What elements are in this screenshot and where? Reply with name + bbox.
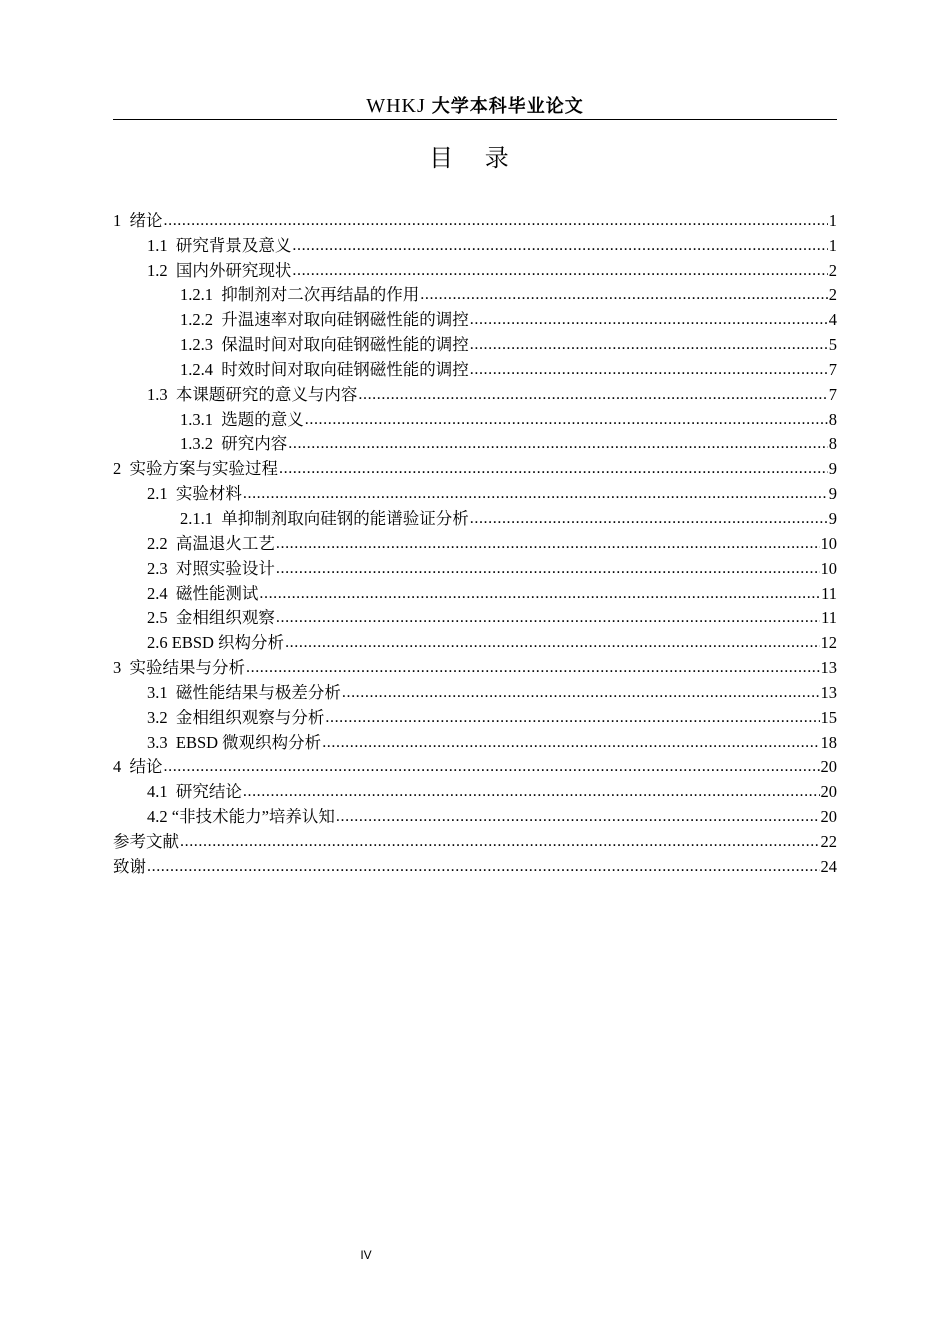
toc-entry[interactable] [113,256,837,281]
toc-entry[interactable] [113,802,837,827]
toc-entry-page-number: 13 [820,658,837,678]
toc-entry[interactable] [113,281,837,306]
toc-entry-page-number: 7 [828,359,837,379]
toc-entry[interactable] [113,653,837,678]
toc-entry[interactable] [113,554,837,579]
toc-entry[interactable] [113,678,837,703]
toc-entry-page-number: 2 [828,285,837,305]
dot-leader [305,410,828,430]
toc-entry-label: 1.2 国内外研究现状 [147,260,292,280]
toc-entry-label: 致谢 [113,856,146,876]
dot-leader [288,434,828,454]
dot-leader [470,335,828,355]
toc-entry-label: 3.2 金相组织观察与分析 [147,707,325,727]
toc-entry-page-number: 4 [828,310,837,330]
dot-leader [276,559,820,579]
toc-entry-page-number: 1 [828,210,837,230]
toc-entry-page-number: 7 [828,384,837,404]
dot-leader [292,261,827,281]
toc-entry-label: 1.3 本课题研究的意义与内容 [147,384,358,404]
toc-entry-label: 2.5 金相组织观察 [147,608,275,628]
toc-entry-page-number: 8 [828,434,837,454]
dot-leader [285,633,819,653]
toc-entry[interactable] [113,380,837,405]
dot-leader [276,608,820,628]
toc-entry-page-number: 9 [828,508,837,528]
toc-entry-label: 1 绪论 [113,210,163,230]
dot-leader [276,534,820,554]
toc-entry-label: 1.3.1 选题的意义 [180,409,304,429]
toc-entry-page-number: 24 [820,856,837,876]
toc-entry-page-number: 9 [828,484,837,504]
table-of-contents [113,206,837,877]
toc-entry-label: 3.1 磁性能结果与极差分析 [147,682,341,702]
toc-entry-label: 2.1.1 单抑制剂取向硅钢的能谱验证分析 [180,508,469,528]
toc-entry[interactable] [113,852,837,877]
toc-entry-label: 2 实验方案与实验过程 [113,459,278,479]
toc-entry-page-number: 1 [828,235,837,255]
toc-entry-label: 2.6 EBSD 织构分析 [147,633,285,653]
dot-leader [358,385,827,405]
dot-leader [243,484,828,504]
header-rule [113,119,837,120]
toc-entry-page-number: 18 [820,732,837,752]
dot-leader [470,310,828,330]
toc-entry[interactable] [113,305,837,330]
dot-leader [259,584,820,604]
toc-entry[interactable] [113,728,837,753]
dot-leader [470,509,828,529]
header-title: 大学本科毕业论文 [431,96,584,117]
toc-entry-label: 4.2 “非技术能力”培养认知 [147,807,335,827]
toc-entry-page-number: 10 [820,558,837,578]
dot-leader [279,459,828,479]
toc-entry-label: 3.3 EBSD 微观织构分析 [147,732,322,752]
dot-leader [325,708,819,728]
dot-leader [164,757,820,777]
toc-entry[interactable] [113,504,837,529]
toc-entry[interactable] [113,231,837,256]
dot-leader [243,782,820,802]
toc-entry-label: 1.2.2 升温速率对取向硅钢磁性能的调控 [180,310,469,330]
toc-entry[interactable] [113,529,837,554]
dot-leader [336,807,820,827]
toc-entry-page-number: 5 [828,335,837,355]
toc-entry-label: 1.1 研究背景及意义 [147,235,292,255]
toc-entry-label: 2.4 磁性能测试 [147,583,259,603]
toc-entry-label: 2.3 对照实验设计 [147,558,275,578]
toc-entry-page-number: 13 [820,682,837,702]
dot-leader [470,360,828,380]
toc-entry-label: 2.1 实验材料 [147,484,242,504]
page-footer [0,1248,732,1262]
dot-leader [180,832,820,852]
dot-leader [420,285,828,305]
toc-entry-label: 参考文献 [113,831,179,851]
dot-leader [246,658,820,678]
toc-entry-label: 1.2.1 抑制剂对二次再结晶的作用 [180,285,420,305]
toc-entry-page-number: 9 [828,459,837,479]
header-abbr: WHKJ [366,95,426,117]
dot-leader [342,683,820,703]
toc-entry[interactable] [113,579,837,604]
toc-entry[interactable] [113,753,837,778]
toc-entry-label: 4 结论 [113,757,163,777]
toc-entry[interactable] [113,628,837,653]
toc-title: 目 录 [429,144,521,172]
toc-entry[interactable] [113,355,837,380]
toc-entry[interactable] [113,330,837,355]
toc-entry-label: 1.2.3 保温时间对取向硅钢磁性能的调控 [180,335,469,355]
toc-entry[interactable] [113,206,837,231]
toc-entry-page-number: 20 [820,782,837,802]
toc-entry[interactable] [113,479,837,504]
toc-entry[interactable] [113,430,837,455]
toc-entry-page-number: 20 [820,757,837,777]
toc-entry-label: 1.2.4 时效时间对取向硅钢磁性能的调控 [180,359,469,379]
toc-entry-label: 4.1 研究结论 [147,782,242,802]
toc-entry-page-number: 2 [828,260,837,280]
toc-entry-page-number: 12 [820,633,837,653]
toc-entry[interactable] [113,405,837,430]
header-text [366,95,584,117]
toc-entry-page-number: 20 [820,807,837,827]
toc-entry-page-number: 11 [821,583,837,603]
toc-entry[interactable] [113,454,837,479]
toc-entry-label: 3 实验结果与分析 [113,658,245,678]
page-number: IV [360,1248,372,1262]
toc-entry-page-number: 15 [820,707,837,727]
toc-entry[interactable] [113,604,837,629]
toc-entry[interactable] [113,703,837,728]
dot-leader [292,236,827,256]
toc-entry-label: 2.2 高温退火工艺 [147,533,275,553]
dot-leader [322,733,819,753]
toc-entry-page-number: 11 [821,608,837,628]
toc-entry[interactable] [113,827,837,852]
toc-entry-page-number: 10 [820,533,837,553]
dot-leader [147,857,820,877]
toc-entry-page-number: 22 [820,831,837,851]
toc-entry-label: 1.3.2 研究内容 [180,434,288,454]
dot-leader [164,211,828,231]
page-header [113,94,837,120]
toc-entry-page-number: 8 [828,409,837,429]
toc-entry[interactable] [113,777,837,802]
